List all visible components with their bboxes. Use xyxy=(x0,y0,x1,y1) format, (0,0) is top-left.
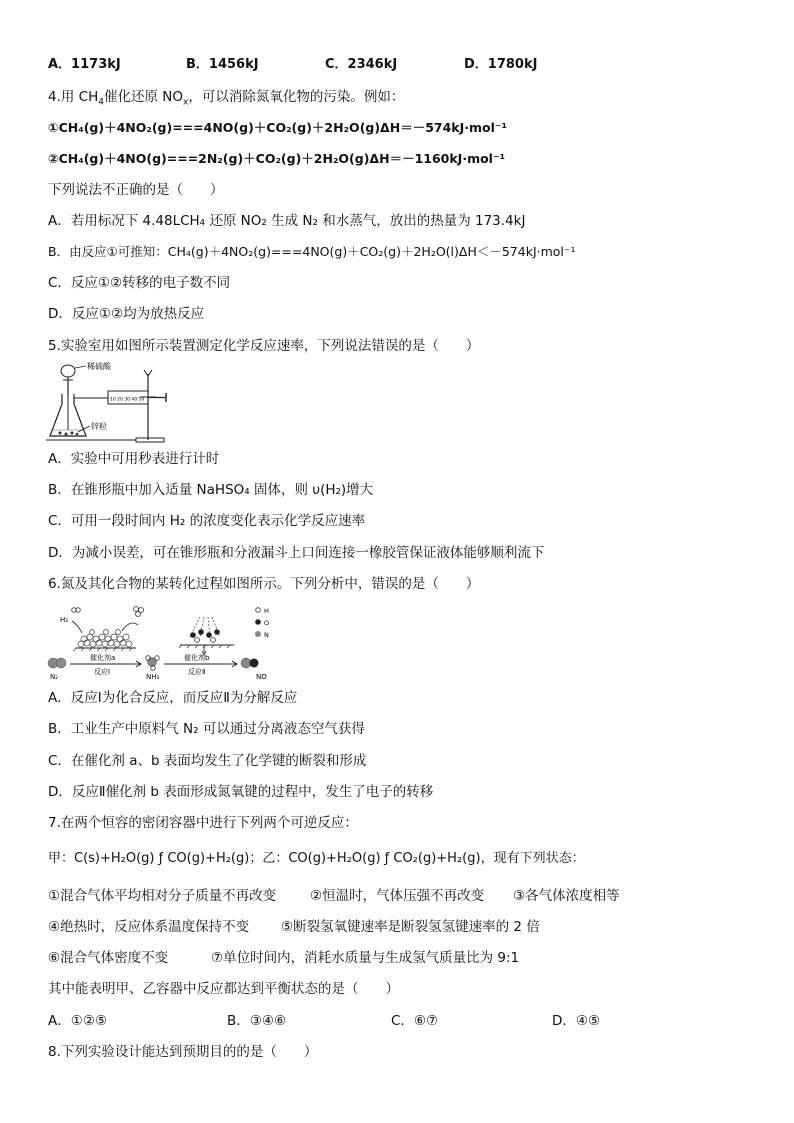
label-acid: 稀硫酸 xyxy=(87,362,111,371)
q6-option-d: D．反应Ⅱ催化剂 b 表面形成氮氧键的过程中，发生了电子的转移 xyxy=(48,784,434,800)
legend-o-label: O xyxy=(264,619,270,627)
label-reaction-2: 反应Ⅱ xyxy=(188,668,206,676)
q7-state-6: ⑥混合气体密度不变 xyxy=(48,950,169,966)
q5-option-b: B．在锥形瓶中加入适量 NaHSO₄ 固体，则 υ(H₂)增大 xyxy=(48,482,374,498)
q7-state-1: ①混合气体平均相对分子质量不再改变 xyxy=(48,888,277,904)
q7-state-2: ②恒温时，气体压强不再改变 xyxy=(310,888,485,904)
q6-legend xyxy=(255,607,269,639)
q7-option-d: D．④⑤ xyxy=(552,1013,601,1029)
legend-n-label: N xyxy=(264,631,269,639)
q5-stem: 5.实验室用如图所示装置测定化学反应速率，下列说法错误的是（ ） xyxy=(48,338,480,354)
q3-option-d: D．1780kJ xyxy=(464,57,538,72)
q7-options xyxy=(48,1012,748,1030)
q5-option-a: A．实验中可用秒表进行计时 xyxy=(48,451,220,467)
q3-option-c: C．2346kJ xyxy=(325,57,398,72)
label-no: NO xyxy=(256,673,267,681)
q7-reactions: 甲：C(s)+H₂O(g) ƒ CO(g)+H₂(g)；乙：CO(g)+H₂O(g) ƒ CO₂(g)+H₂(g)，现有下列状态： xyxy=(48,851,585,866)
q8-stem: 8.下列实验设计能达到预期目的的是（ ） xyxy=(48,1044,318,1060)
q5-apparatus-figure xyxy=(44,360,184,444)
q4-question: 下列说法不正确的是（ ） xyxy=(48,182,224,198)
q3-option-b: B．1456kJ xyxy=(186,57,259,72)
q7-option-c: C．⑥⑦ xyxy=(391,1013,439,1029)
q6-stem: 6.氮及其化合物的某转化过程如图所示。下列分析中，错误的是（ ） xyxy=(48,576,480,592)
q6-option-c: C．在催化剂 a、b 表面均发生了化学键的断裂和形成 xyxy=(48,753,367,769)
catalyst-a-surface xyxy=(78,630,132,648)
q7-state-5: ⑤断裂氢氧键速率是断裂氢氢键速率的 2 倍 xyxy=(281,919,540,935)
label-catalyst-b: 催化剂b xyxy=(184,654,210,662)
q4-option-c: C．反应①②转移的电子数不同 xyxy=(48,275,231,291)
q7-states-row-3 xyxy=(48,949,748,967)
q4-equation-2: ②CH₄(g)＋4NO(g)===2N₂(g)＋CO₂(g)＋2H₂O(g)ΔH＝－1160kJ·mol⁻¹ xyxy=(48,151,506,166)
funnel-bulb xyxy=(61,365,75,377)
q3-option-a: A．1173kJ xyxy=(48,57,121,72)
catalyst-b-surface xyxy=(179,617,234,655)
label-catalyst-a: 催化剂a xyxy=(90,654,116,662)
q7-state-3: ③各气体浓度相等 xyxy=(513,888,620,904)
q4-equation-1: ①CH₄(g)＋4NO₂(g)===4NO(g)＋CO₂(g)＋2H₂O(g)ΔH＝－574kJ·mol⁻¹ xyxy=(48,120,507,135)
q6-option-b: B．工业生产中原料气 N₂ 可以通过分离液态空气获得 xyxy=(48,721,365,737)
q6-option-a: A．反应Ⅰ为化合反应，而反应Ⅱ为分解反应 xyxy=(48,690,298,706)
q4-stem: 4.用 $CH_4$催化还原 $NO_x$，可以消除氮氧化物的污染。例如： xyxy=(48,89,405,108)
label-n2: N₂ xyxy=(50,673,59,681)
label-h2: H₂ xyxy=(60,616,69,624)
q7-option-a: A．①②⑤ xyxy=(48,1013,108,1029)
q7-state-7: ⑦单位时间内，消耗水质量与生成氢气质量比为 9:1 xyxy=(211,950,520,966)
label-reaction-1: 反应Ⅰ xyxy=(94,668,111,676)
q3-options xyxy=(48,56,748,74)
syringe-scale: 10 20 30 40 50 xyxy=(110,397,145,403)
q7-states-row-1 xyxy=(48,887,748,905)
q6-catalysis-figure xyxy=(44,601,284,683)
q7-states-row-2 xyxy=(48,918,748,936)
stand-base xyxy=(136,438,164,442)
q7-question: 其中能表明甲、乙容器中反应都达到平衡状态的是（ ） xyxy=(48,981,399,997)
q5-option-c: C．可用一段时间内 H₂ 的浓度变化表示化学反应速率 xyxy=(48,513,366,529)
q4-option-b: B．由反应①可推知：CH₄(g)＋4NO₂(g)===4NO(g)＋CO₂(g)＋2H₂O(l)ΔH＜－574kJ·mol⁻¹ xyxy=(48,244,576,259)
legend-h-label: H xyxy=(264,607,269,615)
q7-stem: 7.在两个恒容的密闭容器中进行下列两个可逆反应： xyxy=(48,815,358,831)
label-zinc: 锌粒 xyxy=(91,422,107,431)
label-nh3: NH₃ xyxy=(146,673,160,681)
q4-option-a: A．若用标况下 4.48LCH₄ 还原 NO₂ 生成 N₂ 和水蒸气，放出的热量为 173.4kJ xyxy=(48,213,526,229)
q7-option-b: B．③④⑥ xyxy=(227,1013,287,1029)
q5-option-d: D．为减小误差，可在锥形瓶和分液漏斗上口间连接一橡胶管保证液体能够顺利流下 xyxy=(48,545,545,561)
q4-option-d: D．反应①②均为放热反应 xyxy=(48,306,205,322)
q7-state-4: ④绝热时，反应体系温度保持不变 xyxy=(48,919,250,935)
